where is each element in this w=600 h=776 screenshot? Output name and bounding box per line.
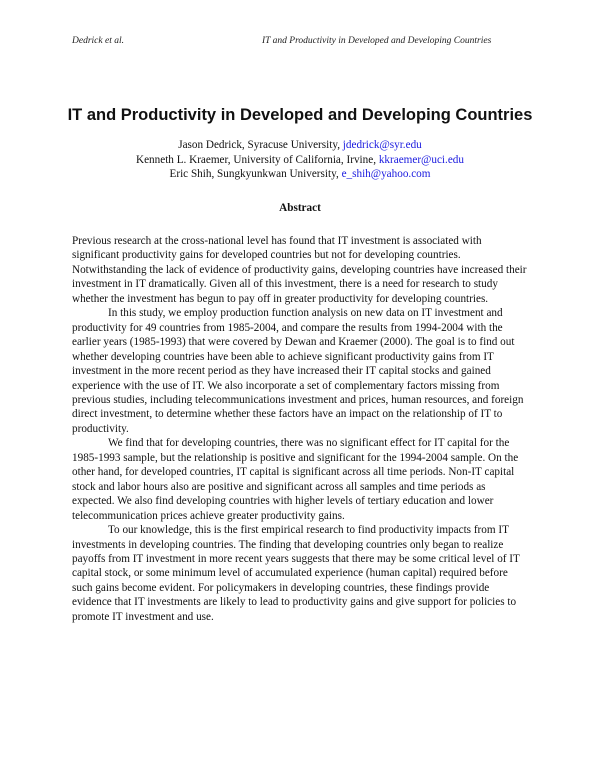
author-line <box>0 138 600 153</box>
paper-title: IT and Productivity in Developed and Developing Countries <box>67 106 533 124</box>
abstract-paragraph: Previous research at the cross-national level has found that IT investment is associated with significant productivity gains for developed countries but not for developing countries. Notwithstanding the lack of evidence of productivity gains, developing countries have increased their investment in IT dramatically. Given all of this investment, there is a need for research to study whether the investment has begun to pay off in greater productivity for developing countries. <box>72 235 527 305</box>
author-line <box>0 167 600 182</box>
author-block <box>0 138 600 182</box>
header-authors: Dedrick et al. <box>72 36 124 46</box>
author-name-affiliation: Jason Dedrick, Syracuse University, <box>178 139 343 151</box>
abstract-paragraph: We find that for developing countries, there was no significant effect for IT capital for the 1985-1993 sample, but the relationship is positive and significant for the 1994-2004 sample. On the other hand, for developed countries, IT capital is significant across all time periods. Non-IT capital stock and labor hours also are positive and significant across all samples and time periods as expected. We also find developing countries with higher levels of tertiary education and lower telecommunication prices achieve greater productivity gains. <box>72 437 519 522</box>
abstract-paragraph: To our knowledge, this is the first empirical research to find productivity impacts from IT investments in developing countries. The finding that developing countries only began to realize payoffs from IT investment in more recent years suggests that there may be some critical level of IT capital stock, or some minimum level of accumulated experience (human capital) required before such gains become evident. For policymakers in developing countries, these findings provide evidence that IT investments are likely to lead to productivity gains and give support for policies to promote IT investment and use. <box>72 524 520 623</box>
abstract-heading: Abstract <box>279 202 321 214</box>
author-name-affiliation: Kenneth L. Kraemer, University of California, Irvine, <box>136 153 379 166</box>
abstract-paragraph: In this study, we employ production function analysis on new data on IT investment and productivity for 49 countries from 1985-2004, and compare the results from 1994-2004 with the earlier years (1985-1993) that were covered by Dewan and Kraemer (2000). The goal is to find out whether developing countries have been able to achieve significant productivity gains from IT investment in the more recent period as they have increased their IT capital stocks and gained experience with the use of IT. We also incorporate a set of complementary factors missing from previous studies, including telecommunications investment and prices, human resources, and foreign direct investment, to determine whether these factors have an impact on the relationship of IT to productivity. <box>72 307 524 435</box>
header-title: IT and Productivity in Developed and Developing Countries <box>262 36 492 46</box>
abstract-body <box>72 234 528 624</box>
author-email-link[interactable]: e_shih@yahoo.com <box>341 168 431 180</box>
author-email-link[interactable]: jdedrick@syr.edu <box>342 139 422 151</box>
author-email-link[interactable]: kkraemer@uci.edu <box>378 153 464 166</box>
author-name-affiliation: Eric Shih, Sungkyunkwan University, <box>169 168 342 180</box>
author-line <box>0 153 600 168</box>
